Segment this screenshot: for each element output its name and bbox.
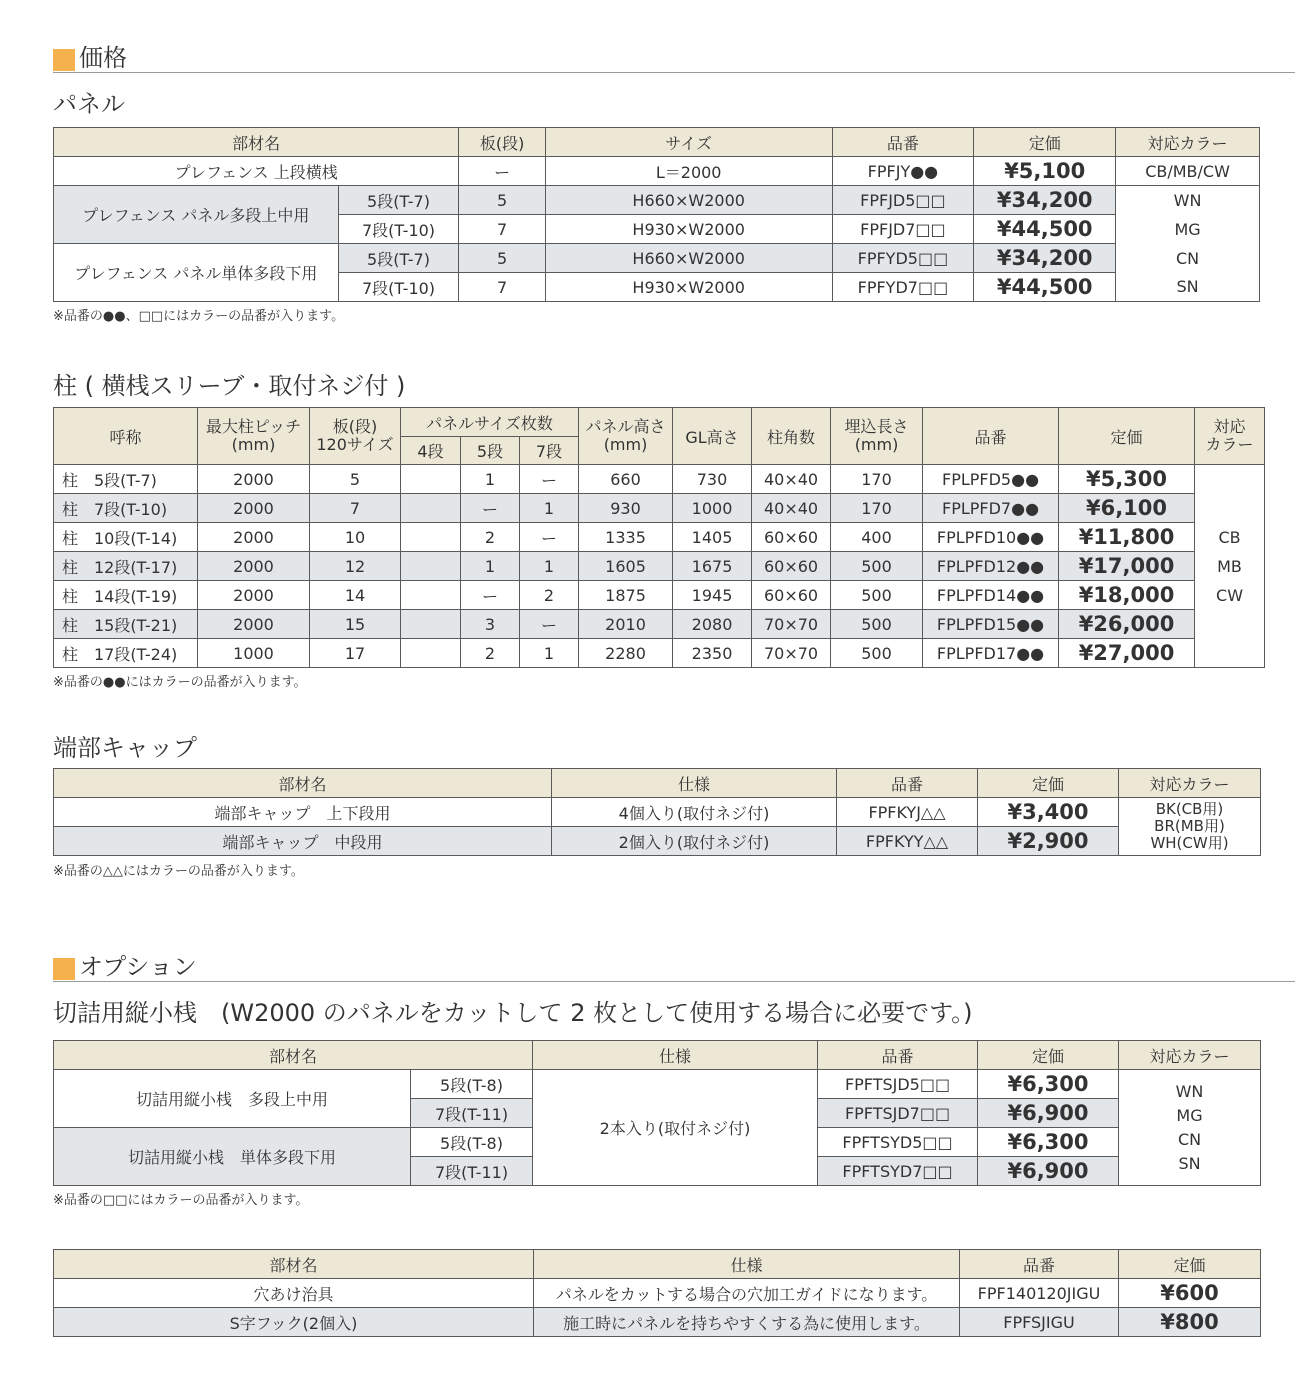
size: H660×W2000 [545,186,832,215]
price: ¥6,900 [978,1099,1119,1128]
count-4dan [401,523,461,552]
color-list [1119,1070,1261,1186]
gl-height: 2350 [673,639,752,668]
count-5dan: 1 [461,552,520,581]
count-5dan: ー [461,581,520,610]
header-panel-count: パネルサイズ枚数 [401,408,579,437]
spec: 施工時にパネルを持ちやすくする為に使用します。 [534,1308,960,1337]
count-4dan [401,552,461,581]
price: ¥5,300 [1059,465,1195,494]
table-row [54,552,1265,581]
table-row [54,581,1265,610]
embed-length: 500 [831,581,923,610]
count-4dan [401,610,461,639]
price: ¥17,000 [1059,552,1195,581]
header-code: 品番 [818,1041,978,1070]
max-pitch: 2000 [198,523,310,552]
price: ¥6,100 [1059,494,1195,523]
header-panel-height: パネル高さ (mm) [579,408,673,465]
code: FPLPFD14●● [923,581,1059,610]
cap-note: ※品番の△△にはカラーの品番が入ります。 [53,864,304,879]
cut-subtitle: 切詰用縦小桟 (W2000 のパネルをカットして 2 枚として使用する場合に必要です。) [53,999,973,1027]
color-item: BK(CB用) [1155,800,1224,818]
cap-table [53,768,1261,856]
panel-height: 1335 [579,523,673,552]
gl-height: 730 [673,465,752,494]
embed-length: 400 [831,523,923,552]
panel-height: 2010 [579,610,673,639]
sub-name: 7段(T-10) [338,273,459,302]
item-name: 切詰用縦小桟 多段上中用 [54,1070,411,1128]
color: MG [1116,215,1260,244]
header-color: 対応カラー [1119,769,1261,798]
stage: 10 [310,523,401,552]
table-row [54,827,1261,856]
sub-name: 5段(T-7) [338,244,459,273]
header-color: 対応 カラー [1195,408,1265,465]
count-4dan [401,581,461,610]
spec: パネルをカットする場合の穴加工ガイドになります。 [534,1279,960,1308]
item-name: 端部キャップ 中段用 [54,827,552,856]
post-square: 40×40 [752,494,831,523]
header-name: 部材名 [54,1250,534,1279]
table-row [54,523,1265,552]
post-name: 柱 14段(T-19) [54,581,198,610]
table-row [54,1308,1261,1337]
item-name: プレフェンス パネル多段上中用 [54,186,339,244]
spec: 2個入り(取付ネジ付) [552,827,837,856]
post-square: 70×70 [752,639,831,668]
stage: 7 [459,273,546,302]
sub-name: 7段(T-11) [411,1157,533,1186]
stage: 5 [459,244,546,273]
stage: 5 [310,465,401,494]
header-stage: 板(段) [459,128,546,157]
header-stage: 板(段) 120サイズ [310,408,401,465]
cut-note: ※品番の□□にはカラーの品番が入ります。 [53,1193,309,1208]
color-item: MG [1176,1105,1203,1125]
item-name: 切詰用縦小桟 単体多段下用 [54,1128,411,1186]
sub-name: 5段(T-8) [411,1128,533,1157]
max-pitch: 1000 [198,639,310,668]
stage: 5 [459,186,546,215]
post-name: 柱 15段(T-21) [54,610,198,639]
post-square: 60×60 [752,552,831,581]
section-title: オプション [79,953,197,981]
post-subtitle: 柱 ( 横桟スリーブ・取付ネジ付 ) [53,372,406,400]
header-spec: 仕様 [552,769,837,798]
header-name: 部材名 [54,769,552,798]
item-name: プレフェンス パネル単体多段下用 [54,244,339,302]
item-name: 端部キャップ 上下段用 [54,798,552,827]
count-7dan: 1 [520,494,579,523]
count-5dan: ー [461,494,520,523]
item-name: プレフェンス 上段横桟 [54,157,459,186]
price: ¥44,500 [974,273,1116,302]
panel-note: ※品番の●●、□□にはカラーの品番が入ります。 [53,309,345,324]
stage: ー [459,157,546,186]
color-list [1195,465,1265,668]
size: L＝2000 [545,157,832,186]
code: FPFKYJ△△ [837,798,978,827]
section-title: 価格 [79,44,127,72]
color: CB/MB/CW [1116,157,1260,186]
max-pitch: 2000 [198,494,310,523]
table-row [54,494,1265,523]
spec: 4個入り(取付ネジ付) [552,798,837,827]
count-7dan: 2 [520,581,579,610]
header-embed: 埋込長さ (mm) [831,408,923,465]
post-name: 柱 7段(T-10) [54,494,198,523]
sub-name: 7段(T-11) [411,1099,533,1128]
embed-length: 500 [831,610,923,639]
embed-length: 170 [831,494,923,523]
price: ¥34,200 [974,186,1116,215]
post-name: 柱 12段(T-17) [54,552,198,581]
code: FPFTSYD5□□ [818,1128,978,1157]
price: ¥600 [1119,1279,1261,1308]
gl-height: 1675 [673,552,752,581]
post-table [53,407,1265,668]
price: ¥44,500 [974,215,1116,244]
table-row [54,244,1260,273]
header-4dan: 4段 [401,437,461,465]
table-row [54,798,1261,827]
table-row [54,186,1260,215]
header-pitch: 最大柱ピッチ (mm) [198,408,310,465]
header-name: 部材名 [54,128,459,157]
price: ¥6,300 [978,1070,1119,1099]
header-gl-height: GL高さ [673,408,752,465]
code: FPFJY●● [832,157,974,186]
code: FPLPFD5●● [923,465,1059,494]
spec: 2本入り(取付ネジ付) [533,1070,818,1186]
color-item: CB [1218,527,1241,547]
count-5dan: 3 [461,610,520,639]
color-list [1119,798,1261,856]
size: H930×W2000 [545,273,832,302]
price: ¥5,100 [974,157,1116,186]
panel-height: 1605 [579,552,673,581]
code: FPLPFD17●● [923,639,1059,668]
embed-length: 500 [831,639,923,668]
panel-table [53,127,1260,302]
header-spec: 仕様 [533,1041,818,1070]
sub-name: 7段(T-10) [338,215,459,244]
post-square: 40×40 [752,465,831,494]
stage: 15 [310,610,401,639]
count-5dan: 1 [461,465,520,494]
header-code: 品番 [960,1250,1119,1279]
price: ¥34,200 [974,244,1116,273]
table-row [54,1279,1261,1308]
table-row [54,1070,1261,1099]
stage: 7 [310,494,401,523]
item-name: 穴あけ治具 [54,1279,534,1308]
tools-table [53,1249,1261,1337]
code: FPLPFD7●● [923,494,1059,523]
gl-height: 1405 [673,523,752,552]
stage: 17 [310,639,401,668]
header-code: 品番 [832,128,974,157]
price: ¥6,900 [978,1157,1119,1186]
table-row [54,465,1265,494]
code: FPLPFD15●● [923,610,1059,639]
code: FPF140120JIGU [960,1279,1119,1308]
panel-height: 1875 [579,581,673,610]
color-item: MB [1217,556,1242,576]
panel-subtitle: パネル [53,90,125,118]
code: FPFTSYD7□□ [818,1157,978,1186]
header-price: 定価 [1059,408,1195,465]
price: ¥26,000 [1059,610,1195,639]
header-price: 定価 [978,1041,1119,1070]
code: FPLPFD12●● [923,552,1059,581]
gl-height: 1000 [673,494,752,523]
cut-table [53,1040,1261,1186]
table-row [54,610,1265,639]
code: FPFJD5□□ [832,186,974,215]
count-4dan [401,465,461,494]
max-pitch: 2000 [198,610,310,639]
table-row [54,639,1265,668]
color-item: CN [1177,1129,1202,1149]
header-name: 部材名 [54,1041,533,1070]
header-code: 品番 [837,769,978,798]
header-name: 呼称 [54,408,198,465]
color-item: WN [1175,1081,1204,1101]
section-marker [53,958,75,980]
gl-height: 2080 [673,610,752,639]
price: ¥27,000 [1059,639,1195,668]
count-7dan: ー [520,465,579,494]
stage: 14 [310,581,401,610]
post-square: 60×60 [752,523,831,552]
header-price: 定価 [1119,1250,1261,1279]
stage: 7 [459,215,546,244]
max-pitch: 2000 [198,581,310,610]
header-color: 対応カラー [1116,128,1260,157]
header-size: サイズ [545,128,832,157]
embed-length: 170 [831,465,923,494]
size: H930×W2000 [545,215,832,244]
header-price: 定価 [978,769,1119,798]
option-section-header [53,955,1295,982]
post-square: 60×60 [752,581,831,610]
color-item: WH(CW用) [1150,834,1229,852]
color-item: CW [1216,585,1244,605]
color-item: BR(MB用) [1154,817,1225,835]
price-section-header [53,46,1295,73]
count-4dan [401,639,461,668]
gl-height: 1945 [673,581,752,610]
code: FPFSJIGU [960,1308,1119,1337]
post-square: 70×70 [752,610,831,639]
panel-height: 660 [579,465,673,494]
header-price: 定価 [974,128,1116,157]
post-name: 柱 10段(T-14) [54,523,198,552]
count-5dan: 2 [461,639,520,668]
table-row [54,157,1260,186]
max-pitch: 2000 [198,465,310,494]
panel-height: 2280 [579,639,673,668]
price: ¥11,800 [1059,523,1195,552]
post-note: ※品番の●●にはカラーの品番が入ります。 [53,675,307,690]
code: FPFYD5□□ [832,244,974,273]
post-name: 柱 5段(T-7) [54,465,198,494]
sub-name: 5段(T-8) [411,1070,533,1099]
price: ¥6,300 [978,1128,1119,1157]
sub-name: 5段(T-7) [338,186,459,215]
code: FPLPFD10●● [923,523,1059,552]
color: CN [1116,244,1260,273]
header-7dan: 7段 [520,437,579,465]
price: ¥800 [1119,1308,1261,1337]
code: FPFKYY△△ [837,827,978,856]
panel-height: 930 [579,494,673,523]
post-name: 柱 17段(T-24) [54,639,198,668]
count-7dan: 1 [520,639,579,668]
price: ¥2,900 [978,827,1119,856]
count-7dan: ー [520,610,579,639]
cap-subtitle: 端部キャップ [53,734,197,762]
count-7dan: 1 [520,552,579,581]
item-name: S字フック(2個入) [54,1308,534,1337]
embed-length: 500 [831,552,923,581]
header-spec: 仕様 [534,1250,960,1279]
code: FPFJD7□□ [832,215,974,244]
count-4dan [401,494,461,523]
price: ¥3,400 [978,798,1119,827]
header-code: 品番 [923,408,1059,465]
header-5dan: 5段 [461,437,520,465]
stage: 12 [310,552,401,581]
color: WN [1116,186,1260,215]
code: FPFTSJD7□□ [818,1099,978,1128]
header-square: 柱角数 [752,408,831,465]
size: H660×W2000 [545,244,832,273]
code: FPFYD7□□ [832,273,974,302]
section-marker [53,49,75,71]
color: SN [1116,273,1260,302]
count-7dan: ー [520,523,579,552]
code: FPFTSJD5□□ [818,1070,978,1099]
max-pitch: 2000 [198,552,310,581]
count-5dan: 2 [461,523,520,552]
header-color: 対応カラー [1119,1041,1261,1070]
price: ¥18,000 [1059,581,1195,610]
color-item: SN [1178,1153,1201,1173]
